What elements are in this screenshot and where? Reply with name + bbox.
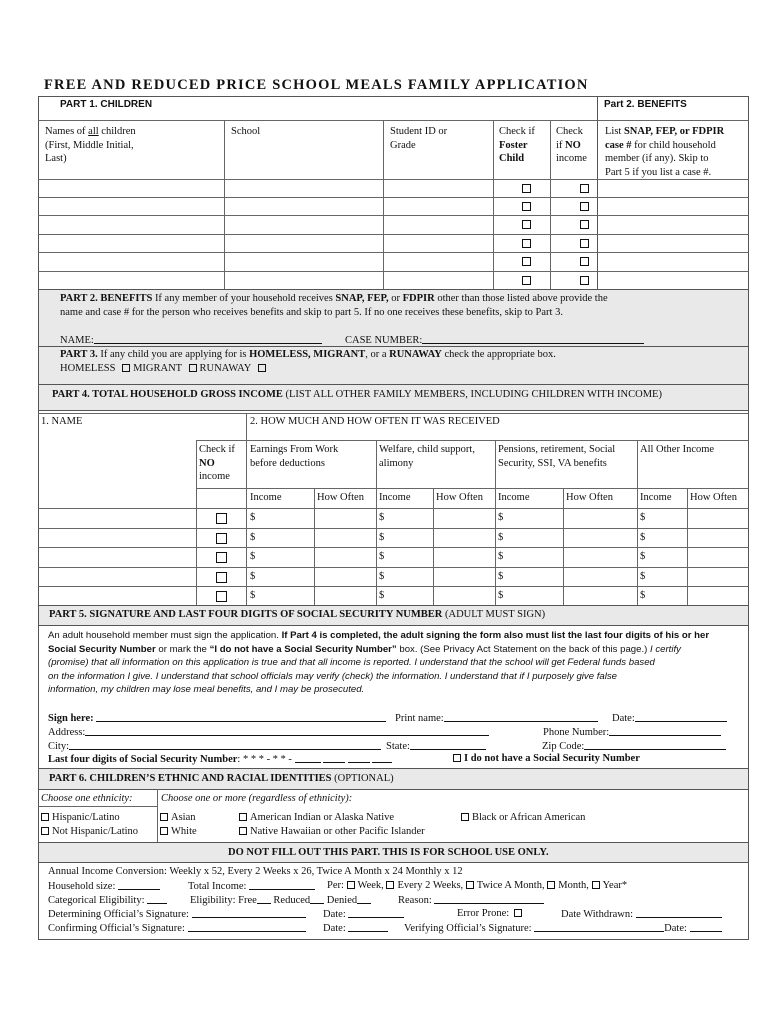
sign-here-field[interactable]: Sign here: bbox=[48, 711, 386, 725]
no-income-checkbox[interactable] bbox=[216, 591, 227, 602]
part2-side-text: List SNAP, FEP, or FDPIR case # for child household member (if any). Skip to Part 5 if you list a case #. bbox=[605, 126, 725, 178]
sign-date-field[interactable]: Date: bbox=[612, 711, 727, 725]
no-income-checkbox[interactable] bbox=[216, 513, 227, 524]
print-name-field[interactable]: Print name: bbox=[395, 711, 598, 725]
race-heading: Choose one or more (regardless of ethnicity): bbox=[161, 793, 353, 804]
black-checkbox[interactable] bbox=[461, 813, 469, 821]
part2-side-heading: Part 2. BENEFITS bbox=[604, 99, 687, 110]
confirming-date-field[interactable]: Date: bbox=[323, 921, 388, 935]
hispanic-option: Hispanic/Latino bbox=[41, 811, 120, 824]
no-income-checkbox[interactable] bbox=[216, 552, 227, 563]
income-frequency-options: Per: Week, Every 2 Weeks, Twice A Month, Month, Year* bbox=[327, 880, 628, 891]
pension-dollar: $ bbox=[498, 571, 504, 582]
subcol-how-often: How Often bbox=[436, 492, 483, 503]
col-child-names: Names of all children (First, Middle Initial, Last) bbox=[45, 126, 136, 164]
american-indian-checkbox[interactable] bbox=[239, 813, 247, 821]
white-checkbox[interactable] bbox=[160, 827, 168, 835]
verifying-signature-field[interactable]: Verifying Official’s Signature: Date: bbox=[404, 921, 722, 935]
state-field[interactable]: State: bbox=[386, 739, 486, 753]
household-size-field[interactable]: Household size: bbox=[48, 879, 160, 893]
no-income-checkbox[interactable] bbox=[580, 184, 589, 193]
earnings-dollar: $ bbox=[250, 512, 256, 523]
welfare-dollar: $ bbox=[379, 590, 385, 601]
error-prone-field: Error Prone: bbox=[457, 907, 525, 920]
col-no-income: Check if NO income bbox=[556, 126, 587, 164]
homeless-label: HOMELESS bbox=[60, 363, 116, 374]
subcol-how-often: How Often bbox=[317, 492, 364, 503]
pension-dollar: $ bbox=[498, 512, 504, 523]
col-student-id: Student ID or Grade bbox=[390, 126, 448, 151]
part4-heading: PART 4. TOTAL HOUSEHOLD GROSS INCOME (LIST ALL OTHER FAMILY MEMBERS, INCLUDING CHILDREN WITH INCOME) bbox=[52, 389, 662, 400]
hispanic-checkbox[interactable] bbox=[41, 813, 49, 821]
no-income-checkbox[interactable] bbox=[580, 202, 589, 211]
twice-month-checkbox[interactable] bbox=[466, 881, 474, 889]
no-ssn-option: I do not have a Social Security Number bbox=[453, 752, 640, 765]
no-income-checkbox[interactable] bbox=[580, 239, 589, 248]
asian-checkbox[interactable] bbox=[160, 813, 168, 821]
welfare-dollar: $ bbox=[379, 551, 385, 562]
black-option: Black or African American bbox=[461, 811, 585, 824]
col-school: School bbox=[231, 126, 261, 137]
every-2-weeks-checkbox[interactable] bbox=[386, 881, 394, 889]
determining-date-field[interactable]: Date: bbox=[323, 907, 404, 921]
earnings-dollar: $ bbox=[250, 551, 256, 562]
welfare-dollar: $ bbox=[379, 512, 385, 523]
income-conversion-note: Annual Income Conversion: Weekly x 52, Every 2 Weeks x 26, Twice A Month x 24 Monthly x 12 bbox=[48, 866, 463, 877]
confirming-signature-field[interactable]: Confirming Official’s Signature: bbox=[48, 921, 306, 935]
part2-case-number-field[interactable]: CASE NUMBER: bbox=[345, 333, 644, 347]
subcol-how-often: How Often bbox=[566, 492, 613, 503]
month-checkbox[interactable] bbox=[547, 881, 555, 889]
subcol-income: Income bbox=[379, 492, 411, 503]
asian-option: Asian bbox=[160, 811, 196, 824]
american-indian-option: American Indian or Alaska Native bbox=[239, 811, 394, 824]
total-income-field[interactable]: Total Income: bbox=[188, 879, 315, 893]
school-use-heading: DO NOT FILL OUT THIS PART. THIS IS FOR SCHOOL USE ONLY. bbox=[228, 847, 549, 858]
eligibility-field[interactable]: Eligibility: Free Reduced Denied bbox=[190, 893, 371, 907]
part5-heading: PART 5. SIGNATURE AND LAST FOUR DIGITS OF SOCIAL SECURITY NUMBER (ADULT MUST SIGN) bbox=[49, 609, 546, 620]
other-dollar: $ bbox=[640, 512, 646, 523]
col-earnings: Earnings From Work before deductions bbox=[250, 444, 339, 469]
not-hispanic-checkbox[interactable] bbox=[41, 827, 49, 835]
welfare-dollar: $ bbox=[379, 571, 385, 582]
foster-checkbox[interactable] bbox=[522, 220, 531, 229]
page-title: FREE AND REDUCED PRICE SCHOOL MEALS FAMILY APPLICATION bbox=[44, 77, 589, 93]
earnings-dollar: $ bbox=[250, 590, 256, 601]
foster-checkbox[interactable] bbox=[522, 257, 531, 266]
year-checkbox[interactable] bbox=[592, 881, 600, 889]
white-option: White bbox=[160, 825, 197, 838]
no-income-checkbox[interactable] bbox=[580, 220, 589, 229]
error-prone-checkbox[interactable] bbox=[514, 909, 522, 917]
foster-checkbox[interactable] bbox=[522, 184, 531, 193]
earnings-dollar: $ bbox=[250, 571, 256, 582]
col-pensions: Pensions, retirement, Social Security, SSI, VA benefits bbox=[498, 444, 616, 469]
foster-checkbox[interactable] bbox=[522, 202, 531, 211]
zip-field[interactable]: Zip Code: bbox=[542, 739, 726, 753]
other-dollar: $ bbox=[640, 532, 646, 543]
other-dollar: $ bbox=[640, 590, 646, 601]
no-income-checkbox[interactable] bbox=[216, 572, 227, 583]
categorical-eligibility-field[interactable]: Categorical Eligibility: bbox=[48, 893, 167, 907]
pension-dollar: $ bbox=[498, 551, 504, 562]
part2-instructions: PART 2. BENEFITS If any member of your household receives SNAP, FEP, or FDPIR other than those listed above provide the name and case # for the person who receives benefits and skip to part 5. If no one receives these benefits, skip to Part 3. bbox=[60, 293, 608, 318]
col-other-income: All Other Income bbox=[640, 444, 715, 455]
hawaiian-option: Native Hawaiian or other Pacific Islander bbox=[239, 825, 425, 838]
pension-dollar: $ bbox=[498, 590, 504, 601]
no-income-checkbox[interactable] bbox=[580, 276, 589, 285]
part3-options: HOMELESS MIGRANT RUNAWAY bbox=[60, 362, 269, 375]
subcol-income: Income bbox=[498, 492, 530, 503]
not-hispanic-option: Not Hispanic/Latino bbox=[41, 825, 138, 838]
reason-field[interactable]: Reason: bbox=[398, 893, 544, 907]
welfare-dollar: $ bbox=[379, 532, 385, 543]
other-dollar: $ bbox=[640, 571, 646, 582]
col-name: 1. NAME bbox=[41, 416, 83, 427]
determining-signature-field[interactable]: Determining Official’s Signature: bbox=[48, 907, 306, 921]
week-checkbox[interactable] bbox=[347, 881, 355, 889]
ethnicity-heading: Choose one ethnicity: bbox=[41, 793, 133, 804]
city-field[interactable]: City: bbox=[48, 739, 381, 753]
earnings-dollar: $ bbox=[250, 532, 256, 543]
subcol-income: Income bbox=[250, 492, 282, 503]
no-income-checkbox[interactable] bbox=[580, 257, 589, 266]
hawaiian-checkbox[interactable] bbox=[239, 827, 247, 835]
pension-dollar: $ bbox=[498, 532, 504, 543]
other-dollar: $ bbox=[640, 551, 646, 562]
part5-certification: An adult household member must sign the application. If Part 4 is completed, the adult signing the form also must list the last four digits of his or her Social Security Number or mark the “I do not have a Social Security Number” box. (See Privacy Act Statement on the back of this page.) I certify (promise) that all information on this application is true and that all income is reported. I understand that the school will get Federal funds based on the information I give. I understand that school officials may verify (check) the information. I understand that if I purposely give false information, my children may lose meal benefits, and I may be prosecuted. bbox=[48, 630, 710, 695]
part6-heading: PART 6. CHILDREN’S ETHNIC AND RACIAL IDENTITIES (OPTIONAL) bbox=[49, 773, 394, 784]
foster-checkbox[interactable] bbox=[522, 276, 531, 285]
part1-heading: PART 1. CHILDREN bbox=[60, 99, 153, 110]
runaway-checkbox[interactable] bbox=[258, 364, 266, 372]
phone-field[interactable]: Phone Number: bbox=[543, 725, 721, 739]
subcol-how-often: How Often bbox=[690, 492, 737, 503]
ssn-field[interactable]: Last four digits of Social Security Number: * * * - * * - bbox=[48, 752, 392, 766]
date-withdrawn-field[interactable]: Date Withdrawn: bbox=[561, 907, 722, 921]
col-how-much: 2. HOW MUCH AND HOW OFTEN IT WAS RECEIVED bbox=[250, 416, 500, 427]
homeless-checkbox[interactable] bbox=[122, 364, 130, 372]
subcol-income: Income bbox=[640, 492, 672, 503]
foster-checkbox[interactable] bbox=[522, 239, 531, 248]
migrant-checkbox[interactable] bbox=[189, 364, 197, 372]
no-income-checkbox[interactable] bbox=[216, 533, 227, 544]
col-foster: Check if Foster Child bbox=[499, 126, 535, 164]
no-ssn-checkbox[interactable] bbox=[453, 754, 461, 762]
part2-name-field[interactable]: NAME: bbox=[60, 333, 322, 347]
address-field[interactable]: Address: bbox=[48, 725, 489, 739]
col-no-income-check: Check if NO income bbox=[199, 444, 235, 482]
col-welfare: Welfare, child support, alimony bbox=[379, 444, 475, 469]
part3-instructions: PART 3. If any child you are applying for is HOMELESS, MIGRANT, or a RUNAWAY check the appropriate box. bbox=[60, 349, 556, 360]
